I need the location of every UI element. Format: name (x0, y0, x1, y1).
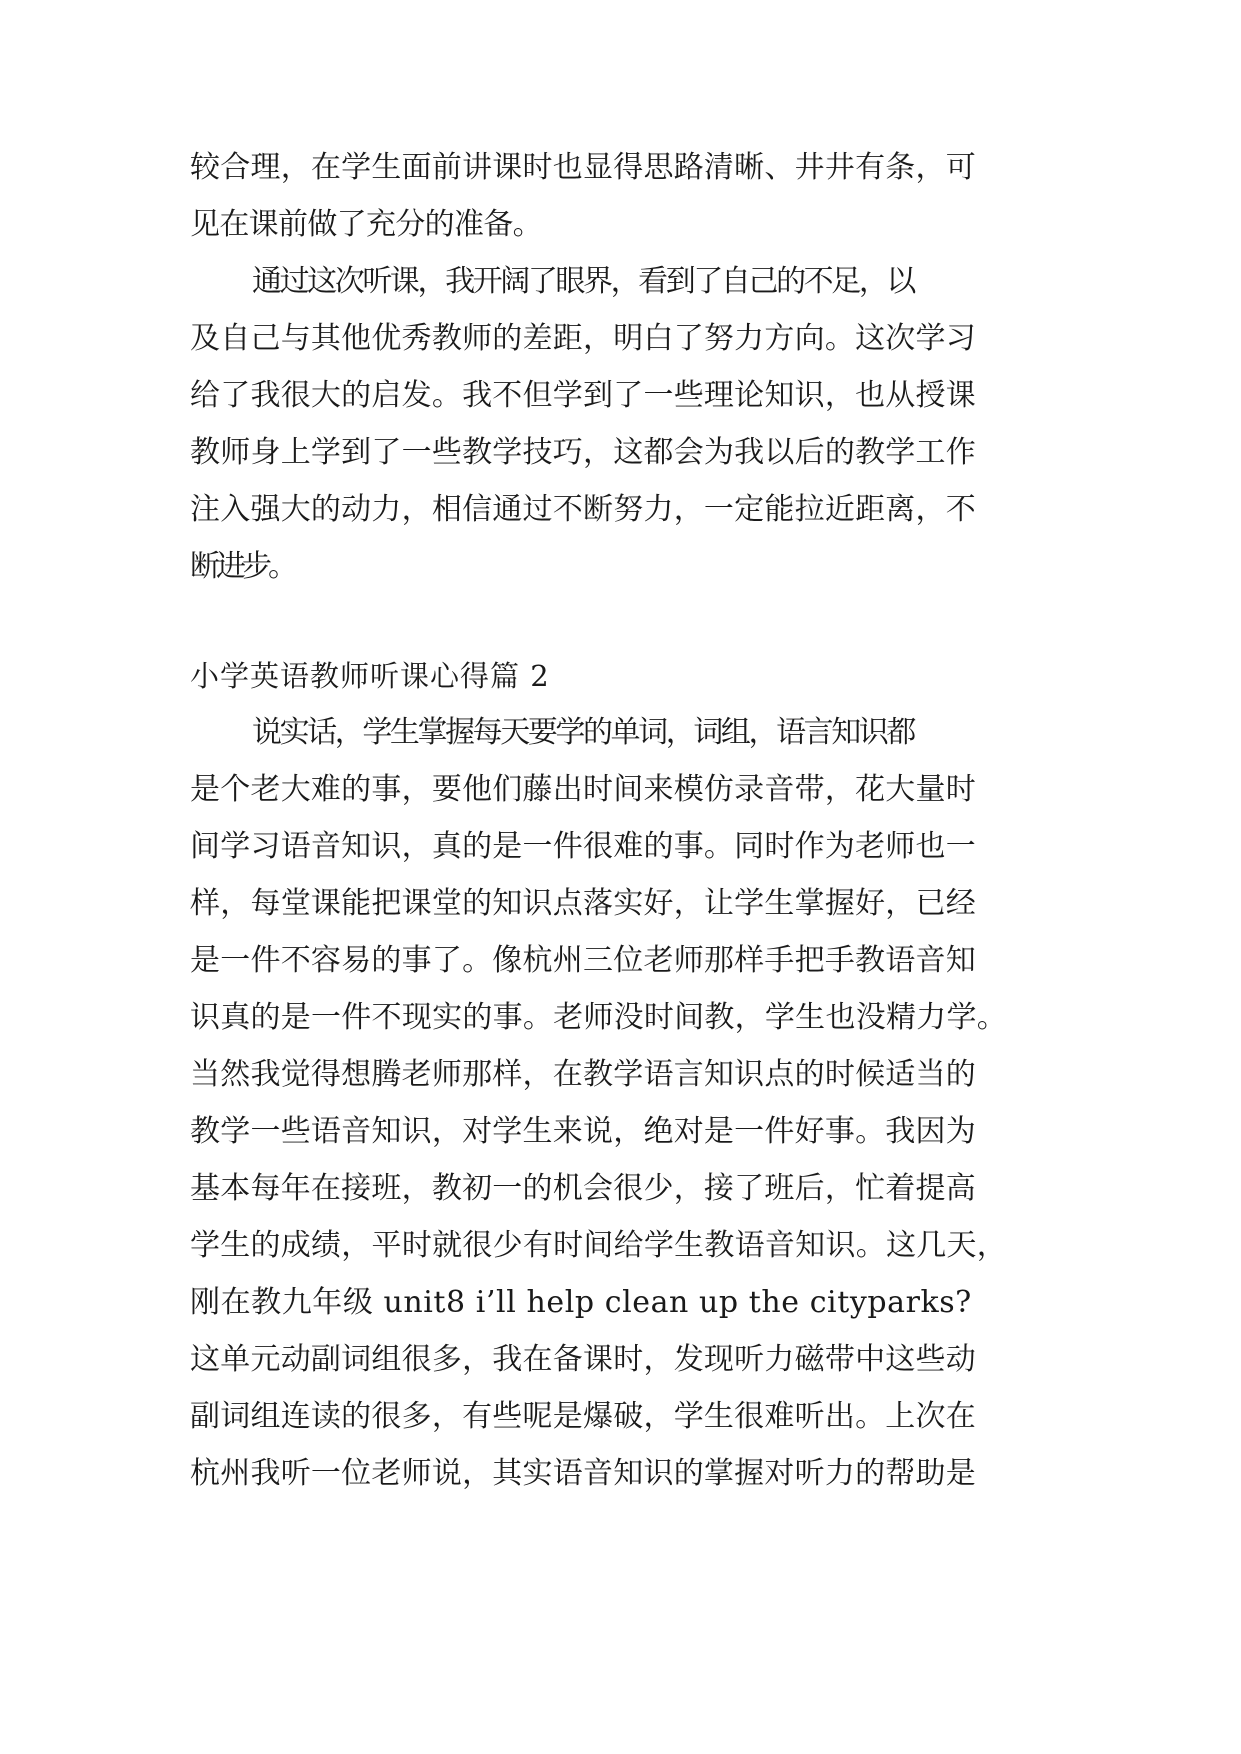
paragraph-line: 较合理，在学生面前讲课时也显得思路清晰、井井有条，可 (190, 150, 976, 185)
paragraph-line: 识真的是一件不现实的事。老师没时间教，学生也没精力学。 (190, 1000, 1007, 1035)
paragraph-line: 基本每年在接班，教初一的机会很少，接了班后，忙着提高 (190, 1171, 976, 1206)
paragraph-line: 通过这次听课，我开阔了眼界，看到了自己的不足，以 (252, 264, 914, 299)
paragraph-line: 教学一些语音知识，对学生来说，绝对是一件好事。我因为 (190, 1114, 976, 1149)
paragraph-line: 当然我觉得想腾老师那样，在教学语言知识点的时候适当的 (190, 1057, 976, 1092)
paragraph-line: 见在课前做了充分的准备。 (190, 207, 542, 242)
paragraph-line: 这单元动副词组很多，我在备课时，发现听力磁带中这些动 (190, 1342, 976, 1377)
paragraph-line: 及自己与其他优秀教师的差距，明白了努力方向。这次学习 (190, 321, 976, 356)
paragraph-line: 间学习语音知识，真的是一件很难的事。同时作为老师也一 (190, 829, 976, 864)
paragraph-line: 刚在教九年级 unit8 i’ll help clean up the cityparks? (190, 1285, 972, 1320)
section-heading: 小学英语教师听课心得篇 2 (190, 659, 550, 693)
paragraph-line: 断进步。 (190, 549, 294, 584)
paragraph-line: 教师身上学到了一些教学技巧，这都会为我以后的教学工作 (190, 435, 976, 470)
paragraph-line: 说实话，学生掌握每天要学的单词，词组，语言知识都 (252, 715, 914, 750)
paragraph-line: 注入强大的动力，相信通过不断努力，一定能拉近距离，不 (190, 492, 976, 527)
paragraph-line: 是一件不容易的事了。像杭州三位老师那样手把手教语音知 (190, 943, 976, 978)
paragraph-line: 副词组连读的很多，有些呢是爆破，学生很难听出。上次在 (190, 1399, 976, 1434)
paragraph-line: 给了我很大的启发。我不但学到了一些理论知识，也从授课 (190, 378, 976, 413)
paragraph-line: 是个老大难的事，要他们藤出时间来模仿录音带，花大量时 (190, 772, 976, 807)
paragraph-line: 学生的成绩，平时就很少有时间给学生教语音知识。这几天， (190, 1228, 1007, 1263)
paragraph-line: 杭州我听一位老师说，其实语音知识的掌握对听力的帮助是 (190, 1456, 976, 1491)
paragraph-line: 样，每堂课能把课堂的知识点落实好，让学生掌握好，已经 (190, 886, 976, 921)
